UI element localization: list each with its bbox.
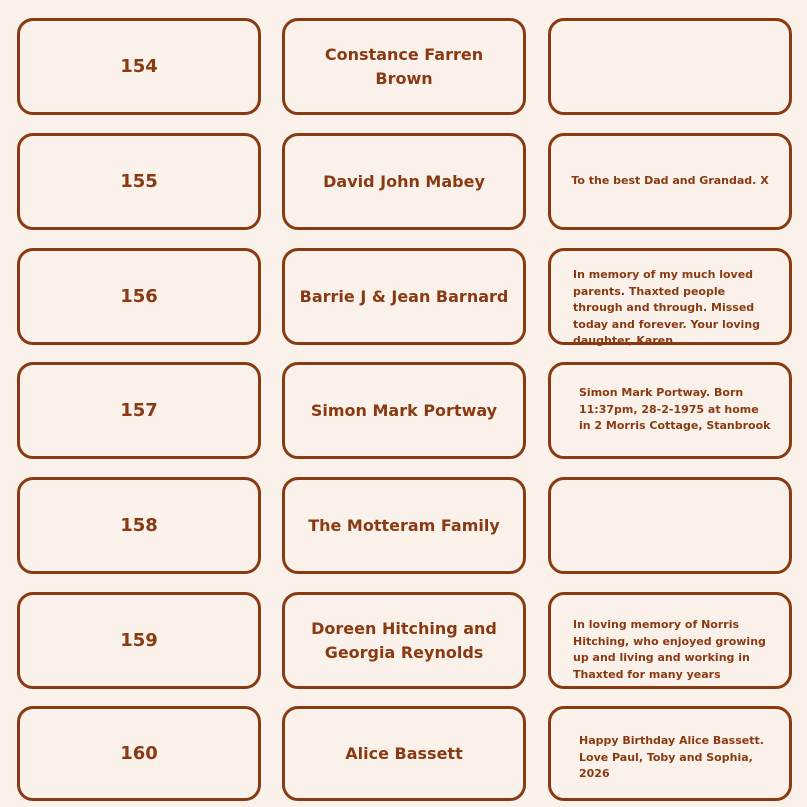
entry-message: Simon Mark Portway. Born 11:37pm, 28-2-1975 at home in 2 Morris Cottage, Stanbrook	[579, 386, 771, 432]
entry-number: 157	[120, 400, 158, 421]
entry-message-cell	[548, 18, 792, 115]
entry-message: In memory of my much loved parents. Thaxted people through and through. Missed today and forever. Your loving daughter, Karen	[573, 268, 761, 347]
entry-message: In loving memory of Norris Hitching, who enjoyed growing up and living and working in Thaxted for many years	[573, 618, 766, 681]
entry-name: Doreen Hitching and Georgia Reynolds	[311, 618, 497, 662]
entry-name: Simon Mark Portway	[310, 400, 498, 420]
entry-message-cell	[548, 248, 792, 345]
entry-name-cell	[282, 706, 526, 801]
entry-number-cell	[17, 362, 261, 459]
entry-name-cell	[282, 18, 526, 115]
entry-name: The Motteram Family	[308, 515, 500, 535]
entry-name-cell	[282, 592, 526, 689]
entry-number: 158	[120, 515, 158, 536]
entry-name: Alice Bassett	[345, 743, 463, 763]
entry-message: Happy Birthday Alice Bassett. Love Paul, Toby and Sophia, 2026	[579, 734, 764, 780]
entry-number-cell	[17, 592, 261, 689]
entry-name: Constance Farren Brown	[324, 44, 484, 88]
entry-number-cell	[17, 133, 261, 230]
entry-number: 155	[120, 171, 158, 192]
entry-name-cell	[282, 362, 526, 459]
entry-number: 160	[120, 743, 158, 764]
entry-number-cell	[17, 477, 261, 574]
entry-number: 156	[120, 286, 158, 307]
entry-message-cell	[548, 133, 792, 230]
entry-message-cell	[548, 362, 792, 459]
entry-name: Barrie J & Jean Barnard	[299, 286, 509, 306]
entry-number: 159	[120, 630, 158, 651]
entry-name-cell	[282, 248, 526, 345]
entry-message-cell	[548, 477, 792, 574]
entry-number-cell	[17, 18, 261, 115]
entry-number-cell	[17, 248, 261, 345]
entry-name-cell	[282, 477, 526, 574]
entry-name: David John Mabey	[323, 171, 485, 191]
entry-number-cell	[17, 706, 261, 801]
entry-number: 154	[120, 56, 158, 77]
entry-name-cell	[282, 133, 526, 230]
entry-message-cell	[548, 706, 792, 801]
entry-message: To the best Dad and Grandad. X	[571, 174, 769, 188]
entry-message-cell	[548, 592, 792, 689]
